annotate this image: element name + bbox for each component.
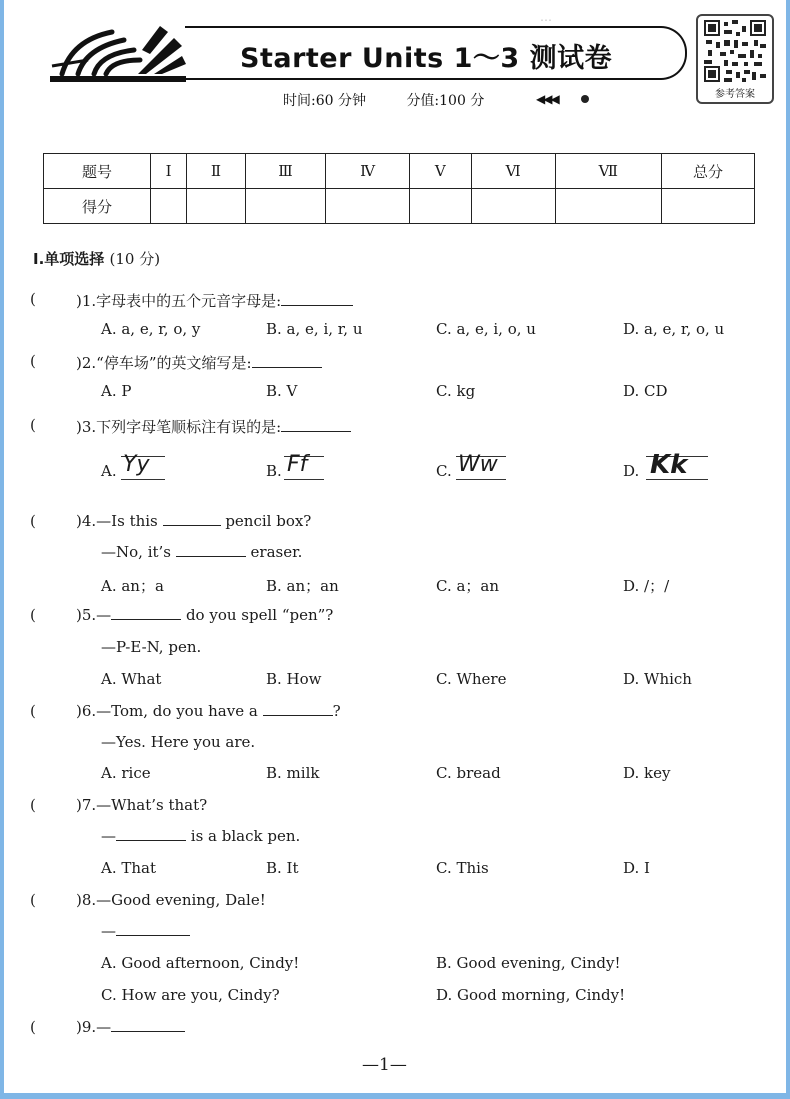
option-c[interactable]: C. (436, 462, 452, 480)
score-table-blank[interactable] (555, 189, 661, 224)
answer-blank[interactable] (111, 619, 181, 620)
bleed-through-text: … (540, 10, 552, 24)
book-logo-icon (42, 20, 188, 90)
handwriting-letter: Kk (650, 450, 688, 480)
option-a[interactable]: A. (101, 462, 117, 480)
question-text: eraser. (250, 543, 303, 561)
option-d[interactable]: D. Which (623, 670, 692, 688)
answer-paren[interactable]: ( (30, 606, 36, 624)
answer-paren[interactable]: ( (30, 1018, 36, 1036)
answer-paren[interactable]: ( (30, 512, 36, 530)
question-text: —Is this (96, 512, 158, 530)
question-line-2: —Yes. Here you are. (101, 733, 256, 751)
time-limit: 时间:60 分钟 (283, 93, 366, 109)
question-stem (76, 796, 207, 814)
answer-blank[interactable] (281, 305, 353, 306)
question-text: —Tom, do you have a (96, 702, 258, 720)
option-d[interactable]: D. /；/ (623, 577, 670, 595)
question-line-2 (101, 543, 302, 561)
score-table-cell: Ⅱ (187, 154, 245, 189)
option-a[interactable]: A. P (101, 382, 132, 400)
question-text: pencil box? (225, 512, 312, 530)
question-number: )1. (76, 292, 97, 310)
question-stem (76, 891, 266, 909)
question-text: —What’s that? (96, 796, 208, 814)
option-b[interactable]: B. (266, 462, 282, 480)
option-c[interactable]: C. How are you, Cindy? (101, 986, 280, 1004)
question-text: —Good evening, Dale! (96, 891, 266, 909)
question-text: is a black pen. (190, 827, 301, 845)
question-text: — (101, 827, 116, 845)
question-number: )7. (76, 796, 97, 814)
question-text: do you spell “pen”? (185, 606, 334, 624)
question-stem (76, 352, 322, 373)
option-c[interactable]: C. bread (436, 764, 501, 782)
question-number: )9. (76, 1018, 97, 1036)
question-stem (76, 1018, 185, 1036)
question-text: 字母表中的五个元音字母是: (96, 292, 282, 310)
score-table-cell: Ⅲ (245, 154, 326, 189)
answer-blank[interactable] (163, 525, 221, 526)
option-a[interactable]: A. an；a (101, 577, 164, 595)
section-title: Ⅰ.单项选择 (33, 250, 105, 268)
qr-label: 参考答案 (715, 89, 755, 100)
page-title: Starter Units 1～3 测试卷 (240, 43, 613, 74)
option-a[interactable]: A. Good afternoon, Cindy! (101, 954, 300, 972)
option-b[interactable]: B. an；an (266, 577, 339, 595)
answer-paren[interactable]: ( (30, 352, 36, 370)
score-table-blank[interactable] (662, 189, 755, 224)
option-a[interactable]: A. What (101, 670, 162, 688)
option-b[interactable]: B. milk (266, 764, 320, 782)
option-d[interactable]: D. CD (623, 382, 668, 400)
option-c[interactable]: C. kg (436, 382, 476, 400)
answer-paren[interactable]: ( (30, 702, 36, 720)
question-text: — (96, 606, 112, 624)
score-table-cell: 得分 (44, 189, 151, 224)
question-text: 下列字母笔顺标注有误的是: (96, 418, 282, 436)
question-number: )8. (76, 891, 97, 909)
option-b[interactable]: B. It (266, 859, 299, 877)
question-text: ? (332, 702, 341, 720)
score-table-blank[interactable] (245, 189, 326, 224)
option-b[interactable]: B. a, e, i, r, u (266, 320, 363, 338)
exam-meta (283, 90, 520, 110)
dot-decoration (581, 95, 589, 103)
score-table-cell: 总分 (662, 154, 755, 189)
arrows-decoration: ◀◀◀ (536, 92, 558, 106)
option-b[interactable]: B. How (266, 670, 322, 688)
section-points: (10 分) (109, 250, 161, 268)
question-stem (76, 416, 351, 437)
handwriting-letter: Yy (123, 452, 150, 477)
qr-code[interactable] (696, 14, 774, 104)
question-number: )3. (76, 418, 97, 436)
score-table-blank[interactable] (471, 189, 555, 224)
option-d[interactable]: D. a, e, r, o, u (623, 320, 725, 338)
option-d[interactable]: D. Good morning, Cindy! (436, 986, 626, 1004)
score-table-cell: Ⅰ (151, 154, 187, 189)
answer-paren[interactable]: ( (30, 416, 36, 434)
answer-blank[interactable] (111, 1031, 185, 1032)
answer-blank[interactable] (281, 431, 351, 432)
option-a[interactable]: A. a, e, r, o, y (101, 320, 201, 338)
score-table-header-row (44, 154, 755, 189)
answer-paren[interactable]: ( (30, 796, 36, 814)
question-stem (76, 512, 311, 530)
question-number: )4. (76, 512, 97, 530)
page-number: —1— (362, 1055, 407, 1075)
question-stem (76, 290, 353, 311)
question-stem (76, 606, 333, 624)
question-text: “停车场”的英文缩写是: (96, 354, 252, 372)
question-line-2 (101, 827, 300, 845)
score-table-cell: Ⅶ (555, 154, 661, 189)
section-heading (33, 248, 160, 269)
score-table-blank[interactable] (409, 189, 471, 224)
question-line-2: —P-E-N, pen. (101, 638, 202, 656)
score-table-blank[interactable] (187, 189, 245, 224)
handwriting-letter: Ww (458, 452, 498, 477)
question-text: — (96, 1018, 112, 1036)
question-text: —No, it’s (101, 543, 171, 561)
question-number: )6. (76, 702, 97, 720)
question-number: )5. (76, 606, 97, 624)
option-c[interactable]: C. a；an (436, 577, 500, 595)
answer-blank[interactable] (263, 715, 333, 716)
score-table-cell: Ⅴ (409, 154, 471, 189)
option-a[interactable]: A. rice (101, 764, 151, 782)
question-number: )2. (76, 354, 97, 372)
question-text: — (101, 922, 116, 940)
question-stem (76, 702, 341, 720)
option-c[interactable]: C. a, e, i, o, u (436, 320, 536, 338)
option-b[interactable]: B. Good evening, Cindy! (436, 954, 621, 972)
score-table (43, 153, 755, 224)
answer-paren[interactable]: ( (30, 891, 36, 909)
total-score: 分值:100 分 (406, 93, 485, 109)
answer-blank[interactable] (252, 367, 322, 368)
score-table-blank[interactable] (151, 189, 187, 224)
score-table-blank[interactable] (326, 189, 410, 224)
option-b[interactable]: B. V (266, 382, 298, 400)
option-c[interactable]: C. This (436, 859, 489, 877)
score-table-cell: Ⅳ (326, 154, 410, 189)
handwriting-letter: Ff (287, 452, 308, 477)
option-d[interactable]: D. key (623, 764, 671, 782)
option-a[interactable]: A. That (101, 859, 157, 877)
score-table-cell: 题号 (44, 154, 151, 189)
answer-blank[interactable] (176, 556, 246, 557)
answer-blank[interactable] (116, 935, 190, 936)
answer-paren[interactable]: ( (30, 290, 36, 308)
option-d[interactable]: D. I (623, 859, 650, 877)
option-c[interactable]: C. Where (436, 670, 507, 688)
option-d[interactable]: D. (623, 462, 640, 480)
score-table-cell: Ⅵ (471, 154, 555, 189)
answer-blank[interactable] (116, 840, 186, 841)
qr-code-icon (704, 20, 766, 82)
question-line-2 (101, 922, 190, 940)
score-table-score-row (44, 189, 755, 224)
